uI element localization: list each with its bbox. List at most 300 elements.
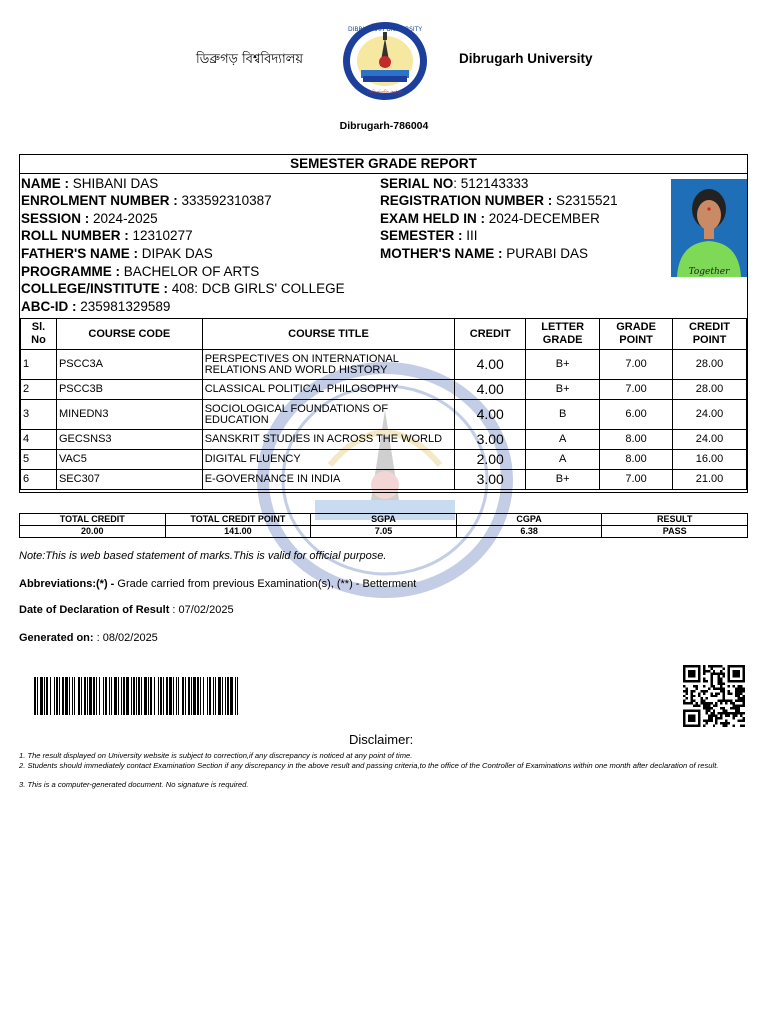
cell-course-title: PERSPECTIVES ON INTERNATIONAL RELATIONS AND WORLD HISTORY [202, 350, 455, 380]
name-label: NAME : [21, 176, 69, 191]
col-sl-no: Sl. No [21, 319, 57, 350]
qr-module [703, 725, 705, 727]
qr-module [693, 700, 695, 702]
barcode-bar [111, 677, 112, 715]
qr-module [695, 705, 697, 707]
enrolment-label: ENROLMENT NUMBER : [21, 193, 178, 208]
qr-module [740, 700, 742, 702]
qr-module [708, 665, 710, 667]
qr-module [738, 712, 740, 714]
qr-module [723, 675, 725, 677]
barcode-bar [74, 677, 75, 715]
qr-module [728, 685, 730, 687]
qr-module [725, 700, 727, 702]
qr-module [703, 677, 705, 679]
qr-module [728, 715, 730, 717]
qr-module [723, 682, 725, 684]
qr-module [740, 725, 742, 727]
qr-module [735, 700, 737, 702]
qr-module [720, 687, 722, 689]
barcode-bar [50, 677, 51, 715]
qr-module [703, 685, 705, 687]
father-name: DIPAK DAS [141, 246, 213, 261]
qr-module [710, 707, 712, 709]
generated-date [19, 632, 158, 644]
barcode-bar [131, 677, 132, 715]
barcode-bar [126, 677, 129, 715]
barcode-bar [203, 677, 204, 715]
qr-module [705, 697, 707, 699]
barcode-bar [188, 677, 190, 715]
barcode-bar [105, 677, 107, 715]
qr-module [695, 685, 697, 687]
qr-module [730, 707, 732, 709]
barcode-bar [207, 677, 208, 715]
cell-letter-grade: A [526, 430, 600, 450]
summary-value-row [20, 526, 748, 538]
father-label: FATHER'S NAME : [21, 246, 138, 261]
qr-module [715, 692, 717, 694]
qr-module [683, 700, 685, 702]
qr-module [710, 720, 712, 722]
disclaimer-item: 1. The result displayed on University website is subject to correction,if any discrepancy is noticed at any point of time. [19, 751, 413, 760]
qr-module [725, 722, 727, 724]
qr-module [695, 687, 697, 689]
qr-module [720, 717, 722, 719]
qr-module [725, 725, 727, 727]
total-credit-point-value: 141.00 [165, 526, 311, 538]
barcode-bar [173, 677, 174, 715]
qr-module [688, 670, 695, 677]
qr-module [715, 722, 717, 724]
qr-module [743, 695, 745, 697]
qr-module [743, 687, 745, 689]
qr-module [683, 702, 685, 704]
qr-module [685, 692, 687, 694]
qr-module [713, 687, 715, 689]
qr-module [708, 715, 710, 717]
qr-module [690, 690, 692, 692]
qr-module [743, 690, 745, 692]
qr-module [713, 672, 715, 674]
barcode [34, 677, 238, 715]
qr-module [710, 677, 712, 679]
qr-module [735, 705, 737, 707]
qr-module [728, 700, 730, 702]
cell-letter-grade: B+ [526, 470, 600, 490]
qr-module [690, 697, 692, 699]
programme-value: BACHELOR OF ARTS [123, 264, 260, 279]
table-header-row [21, 319, 747, 350]
qr-module [723, 687, 725, 689]
qr-module [728, 712, 730, 714]
enrolment-number: 333592310387 [181, 193, 272, 208]
semester-grade-report [19, 154, 748, 493]
qr-module [715, 720, 717, 722]
barcode-bar [200, 677, 201, 715]
barcode-bar [158, 677, 159, 715]
col-grade-point: GRADE POINT [600, 319, 673, 350]
qr-module [715, 717, 717, 719]
cgpa-value: 6.38 [456, 526, 602, 538]
result-value: PASS [602, 526, 748, 538]
qr-module [710, 675, 712, 677]
qr-module [690, 700, 692, 702]
validity-note: Note:This is web based statement of marks.This is valid for official purpose. [19, 550, 387, 562]
qr-module [730, 692, 732, 694]
cell-course-title: SOCIOLOGICAL FOUNDATIONS OF EDUCATION [202, 400, 455, 430]
cell-sl-no: 1 [21, 350, 57, 380]
qr-module [703, 700, 705, 702]
barcode-bar [84, 677, 86, 715]
student-name: SHIBANI DAS [72, 176, 159, 191]
qr-module [710, 682, 712, 684]
qr-module [735, 707, 737, 709]
barcode-bar [44, 677, 45, 715]
student-photo [671, 179, 747, 277]
enrolment-row [21, 193, 272, 209]
qr-module [728, 722, 730, 724]
table-row [21, 350, 747, 380]
cell-grade-point: 7.00 [600, 350, 673, 380]
barcode-bar [160, 677, 162, 715]
qr-module [733, 685, 735, 687]
cell-credit: 4.00 [455, 400, 526, 430]
qr-module [705, 707, 707, 709]
qr-module [738, 720, 740, 722]
qr-module [713, 725, 715, 727]
qr-module [720, 670, 722, 672]
qr-module [733, 717, 735, 719]
semester-label: SEMESTER : [380, 228, 463, 243]
qr-module [705, 702, 707, 704]
cell-credit-point: 28.00 [673, 350, 747, 380]
qr-module [700, 702, 702, 704]
qr-module [708, 710, 710, 712]
qr-module [723, 722, 725, 724]
qr-module [713, 712, 715, 714]
qr-module [733, 670, 740, 677]
qr-module [715, 687, 717, 689]
session-row [21, 211, 158, 227]
qr-module [690, 692, 692, 694]
qr-module [743, 702, 745, 704]
cell-grade-point: 7.00 [600, 470, 673, 490]
cell-course-title: SANSKRIT STUDIES IN ACROSS THE WORLD [202, 430, 455, 450]
qr-module [723, 672, 725, 674]
qr-module [688, 715, 695, 722]
qr-module [703, 670, 705, 672]
qr-module [740, 692, 742, 694]
qr-code [681, 665, 747, 727]
declaration-value: : 07/02/2025 [169, 604, 234, 616]
cell-credit-point: 24.00 [673, 400, 747, 430]
qr-module [715, 705, 717, 707]
barcode-bar [121, 677, 122, 715]
qr-module [723, 710, 725, 712]
qr-module [708, 670, 710, 672]
abc-label: ABC-ID : [21, 299, 77, 314]
cell-credit: 3.00 [455, 470, 526, 490]
barcode-bar [65, 677, 68, 715]
qr-module [685, 687, 687, 689]
barcode-bar [56, 677, 58, 715]
qr-module [733, 725, 735, 727]
qr-module [738, 687, 740, 689]
session-label: SESSION : [21, 211, 90, 226]
barcode-bar [138, 677, 140, 715]
qr-module [683, 690, 685, 692]
barcode-bar [215, 677, 216, 715]
barcode-bar [72, 677, 73, 715]
qr-module [735, 692, 737, 694]
cell-sl-no: 5 [21, 450, 57, 470]
barcode-bar [89, 677, 92, 715]
barcode-bar [93, 677, 95, 715]
qr-module [720, 690, 722, 692]
qr-module [683, 695, 685, 697]
qr-module [713, 695, 715, 697]
cell-credit-point: 28.00 [673, 380, 747, 400]
qr-module [723, 667, 725, 669]
cell-grade-point: 6.00 [600, 400, 673, 430]
barcode-bar [69, 677, 70, 715]
qr-module [715, 702, 717, 704]
barcode-bar [169, 677, 172, 715]
qr-module [690, 702, 692, 704]
roll-row [21, 228, 193, 244]
university-name-bengali: ডিব্রুগড় বিশ্ববিদ্যালয় [196, 52, 304, 67]
qr-module [735, 687, 737, 689]
qr-module [710, 667, 712, 669]
qr-module [723, 707, 725, 709]
barcode-bar [114, 677, 117, 715]
cell-grade-point: 8.00 [600, 450, 673, 470]
qr-module [718, 692, 720, 694]
qr-module [723, 712, 725, 714]
qr-module [720, 722, 722, 724]
student-name-row [21, 176, 158, 192]
cell-course-code: PSCC3B [56, 380, 202, 400]
result-label: RESULT [602, 514, 748, 526]
cell-credit-point: 16.00 [673, 450, 747, 470]
qr-module [700, 690, 702, 692]
barcode-bar [150, 677, 152, 715]
summary-table [19, 513, 748, 538]
barcode-bar [218, 677, 221, 715]
barcode-bar [213, 677, 214, 715]
qr-module [710, 717, 712, 719]
qr-module [685, 697, 687, 699]
university-address: Dibrugarh-786004 [339, 120, 429, 132]
qr-module [720, 702, 722, 704]
qr-module [738, 700, 740, 702]
qr-module [738, 690, 740, 692]
qr-module [710, 712, 712, 714]
qr-module [703, 667, 705, 669]
roll-number: 12310277 [132, 228, 193, 243]
qr-module [710, 692, 712, 694]
qr-module [728, 692, 730, 694]
qr-module [708, 687, 710, 689]
cell-course-code: VAC5 [56, 450, 202, 470]
barcode-bar [237, 677, 238, 715]
qr-module [710, 665, 712, 667]
table-row [21, 450, 747, 470]
qr-module [733, 702, 735, 704]
qr-module [703, 707, 705, 709]
qr-module [738, 685, 740, 687]
qr-module [700, 700, 702, 702]
barcode-bar [185, 677, 186, 715]
cell-grade-point: 7.00 [600, 380, 673, 400]
barcode-bar [154, 677, 155, 715]
qr-module [713, 685, 715, 687]
qr-module [740, 720, 742, 722]
cell-credit: 2.00 [455, 450, 526, 470]
qr-module [743, 712, 745, 714]
qr-module [683, 685, 685, 687]
cell-course-code: GECSNS3 [56, 430, 202, 450]
university-name: Dibrugarh University [459, 51, 593, 66]
qr-module [735, 712, 737, 714]
qr-module [703, 690, 705, 692]
barcode-bar [62, 677, 64, 715]
qr-module [693, 685, 695, 687]
abc-id: 235981329589 [80, 299, 171, 314]
barcode-bar [144, 677, 147, 715]
barcode-bar [99, 677, 100, 715]
programme-row [21, 264, 259, 280]
semester-value: III [466, 228, 478, 243]
photo-shirt-text: Together [688, 267, 730, 277]
qr-module [730, 700, 732, 702]
qr-module [738, 705, 740, 707]
qr-module [733, 705, 735, 707]
barcode-bar [193, 677, 196, 715]
qr-module [743, 717, 745, 719]
cell-sl-no: 4 [21, 430, 57, 450]
semester-row [380, 228, 478, 244]
course-table [20, 318, 747, 490]
cell-letter-grade: B [526, 400, 600, 430]
serial-number: 512143333 [460, 176, 529, 191]
qr-module [738, 692, 740, 694]
qr-module [725, 710, 727, 712]
qr-module [723, 692, 725, 694]
qr-module [710, 702, 712, 704]
qr-module [708, 705, 710, 707]
exam-label: EXAM HELD IN : [380, 211, 486, 226]
qr-module [703, 720, 705, 722]
col-credit-point: CREDIT POINT [673, 319, 747, 350]
col-course-code: COURSE CODE [56, 319, 202, 350]
barcode-bar [87, 677, 88, 715]
serial-row: SERIAL NO: 512143333 [380, 176, 529, 191]
cell-credit: 3.00 [455, 430, 526, 450]
qr-module [698, 705, 700, 707]
table-row [21, 430, 747, 450]
barcode-bar [103, 677, 104, 715]
qr-module [718, 717, 720, 719]
qr-module [740, 687, 742, 689]
qr-module [688, 702, 690, 704]
qr-module [720, 712, 722, 714]
mother-label: MOTHER'S NAME : [380, 246, 503, 261]
qr-module [695, 702, 697, 704]
abc-row [21, 299, 170, 315]
qr-module [738, 697, 740, 699]
cell-credit: 4.00 [455, 380, 526, 400]
qr-module [705, 670, 707, 672]
cell-letter-grade: B+ [526, 350, 600, 380]
qr-module [715, 715, 717, 717]
qr-module [708, 720, 710, 722]
qr-module [690, 695, 692, 697]
qr-module [705, 720, 707, 722]
qr-module [723, 725, 725, 727]
qr-module [743, 705, 745, 707]
cell-letter-grade: A [526, 450, 600, 470]
cell-course-code: SEC307 [56, 470, 202, 490]
title-divider [20, 173, 747, 174]
disclaimer-title: Disclaimer: [349, 732, 414, 747]
college-row [21, 281, 345, 297]
session-value: 2024-2025 [93, 211, 158, 226]
qr-module [723, 695, 725, 697]
qr-module [723, 700, 725, 702]
qr-module [693, 695, 695, 697]
qr-module [720, 680, 722, 682]
qr-module [705, 710, 707, 712]
qr-module [730, 712, 732, 714]
qr-module [720, 715, 722, 717]
qr-module [703, 680, 705, 682]
qr-module [700, 697, 702, 699]
barcode-bar [40, 677, 43, 715]
abbreviations-text: Grade carried from previous Examination(s), (**) - Betterment [114, 578, 417, 590]
barcode-bar [78, 677, 80, 715]
university-logo [341, 20, 429, 102]
qr-module [718, 700, 720, 702]
serial-label: SERIAL NO [380, 176, 454, 191]
barcode-bar [191, 677, 192, 715]
qr-module [703, 672, 705, 674]
cell-course-code: MINEDN3 [56, 400, 202, 430]
barcode-bar [230, 677, 233, 715]
qr-module [735, 695, 737, 697]
qr-module [703, 665, 705, 667]
barcode-bar [209, 677, 211, 715]
qr-module [743, 725, 745, 727]
barcode-bar [46, 677, 48, 715]
qr-module [705, 690, 707, 692]
barcode-bar [148, 677, 149, 715]
barcode-bar [59, 677, 60, 715]
exam-value: 2024-DECEMBER [488, 211, 600, 226]
barcode-bar [141, 677, 142, 715]
mother-name: PURABI DAS [506, 246, 589, 261]
qr-module [743, 700, 745, 702]
qr-module [720, 665, 722, 667]
qr-module [705, 712, 707, 714]
qr-module [718, 672, 720, 674]
qr-module [693, 705, 695, 707]
barcode-bar [222, 677, 223, 715]
generated-label: Generated on: [19, 632, 94, 644]
cell-credit: 4.00 [455, 350, 526, 380]
cell-course-title: DIGITAL FLUENCY [202, 450, 455, 470]
